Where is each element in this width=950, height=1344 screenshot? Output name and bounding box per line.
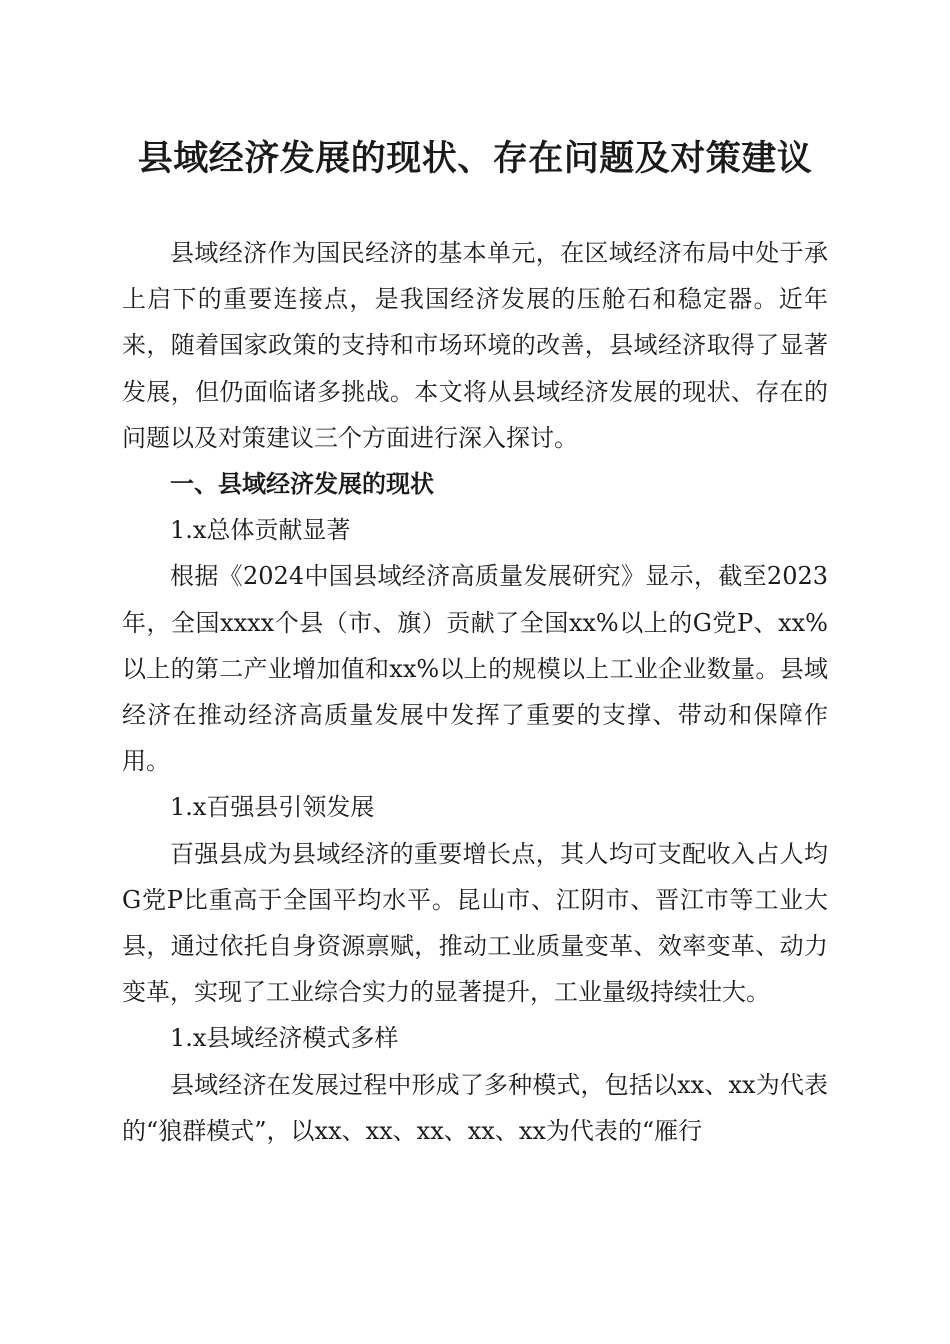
subsection-heading-1-3: 1.x县域经济模式多样 bbox=[170, 1024, 399, 1053]
paragraph-contribution: 根据《2024中国县域经济高质量发展研究》显示，截至2023年，全国xxxx个县（市、旗）贡献了全国xx%以上的G党P、xx%以上的第二产业增加值和xx%以上的规模以上工业企业数量。县域经济在推动经济高质量发展中发挥了重要的支撑、带动和保障作用。 bbox=[122, 562, 828, 776]
paragraph-models: 县域经济在发展过程中形成了多种模式，包括以xx、xx为代表的“狼群模式”，以xx、xx、xx、xx、xx为代表的“雁行 bbox=[122, 1070, 828, 1145]
subsection-heading-1-2: 1.x百强县引领发展 bbox=[170, 793, 375, 822]
subsection-heading-1-1: 1.x总体贡献显著 bbox=[170, 516, 351, 545]
document-body bbox=[122, 230, 828, 1154]
document-title: 县域经济发展的现状、存在问题及对策建议 bbox=[137, 138, 813, 179]
section-heading-1: 一、县域经济发展的现状 bbox=[170, 470, 434, 499]
intro-paragraph: 县域经济作为国民经济的基本单元，在区域经济布局中处于承上启下的重要连接点，是我国经济发展的压舱石和稳定器。近年来，随着国家政策的支持和市场环境的改善，县域经济取得了显著发展，但仍面临诸多挑战。本文将从县域经济发展的现状、存在的问题以及对策建议三个方面进行深入探讨。 bbox=[122, 239, 828, 452]
paragraph-top-counties: 百强县成为县域经济的重要增长点，其人均可支配收入占人均G党P比重高于全国平均水平。昆山市、江阴市、晋江市等工业大县，通过依托自身资源禀赋，推动工业质量变革、效率变革、动力变革，实现了工业综合实力的显著提升，工业量级持续壮大。 bbox=[122, 839, 828, 1007]
